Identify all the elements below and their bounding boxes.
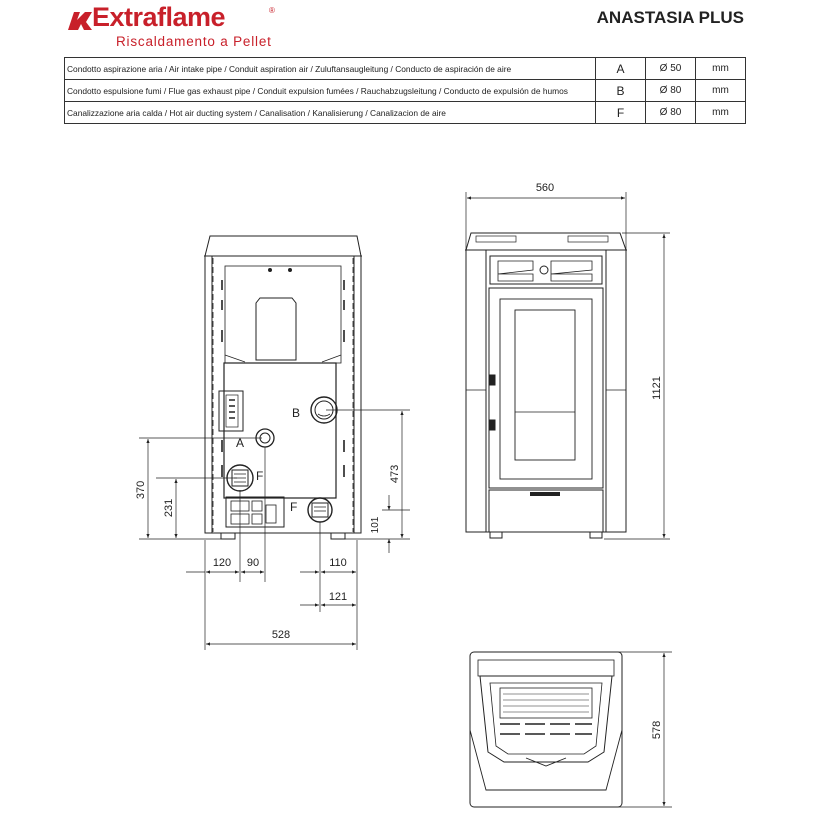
dim-height-total: 1121 <box>651 376 663 400</box>
top-view-dimensions <box>618 652 672 807</box>
label-f-lower: F <box>290 500 298 514</box>
label-b: B <box>292 406 301 420</box>
front-view-dimensions <box>466 192 670 539</box>
legend-description: Condotto espulsione fumi / Flue gas exhaust pipe / Conduit expulsion fumées / Rauchabzugsleitung / Conducto de expulsión de humos <box>65 80 596 102</box>
dim-height-a: 370 <box>135 480 147 500</box>
legend-unit: mm <box>696 80 746 102</box>
legend-unit: mm <box>696 102 746 124</box>
legend-diameter: Ø 50 <box>646 58 696 80</box>
brand-name: Extraflame <box>92 2 226 32</box>
dim-height-b: 473 <box>389 464 401 484</box>
dim-depth: 578 <box>651 720 663 740</box>
model-title: ANASTASIA PLUS <box>596 8 744 27</box>
brand-tagline: Riscaldamento a Pellet <box>116 34 272 49</box>
legend-unit: mm <box>696 58 746 80</box>
legend-diameter: Ø 80 <box>646 80 696 102</box>
legend-code: B <box>596 80 646 102</box>
dim-width-back: 528 <box>271 629 291 641</box>
top-view <box>470 652 622 807</box>
registered-mark: ® <box>269 6 275 15</box>
dim-offset-a: 120 <box>212 557 232 569</box>
legend-code: F <box>596 102 646 124</box>
dim-height-f: 231 <box>163 498 175 518</box>
label-f-upper: F <box>256 469 264 483</box>
legend-description: Condotto aspirazione aria / Air intake pipe / Conduit aspiration air / Zuluftansaugleitung / Conducto de aspiración de aire <box>65 58 596 80</box>
front-view <box>465 233 627 538</box>
legend-diameter: Ø 80 <box>646 102 696 124</box>
legend-description: Canalizzazione aria calda / Hot air ducting system / Canalisation / Kanalisierung / Canalizacion de aire <box>65 102 596 124</box>
back-view <box>204 236 362 539</box>
dim-offset-b: 121 <box>328 591 348 603</box>
legend-code: A <box>596 58 646 80</box>
dim-spacing-f: 90 <box>246 557 260 569</box>
dim-width-front: 560 <box>535 182 555 194</box>
label-a: A <box>236 436 245 450</box>
dim-height-f-lower: 101 <box>370 516 381 534</box>
dim-offset-f-lower: 110 <box>329 557 347 569</box>
